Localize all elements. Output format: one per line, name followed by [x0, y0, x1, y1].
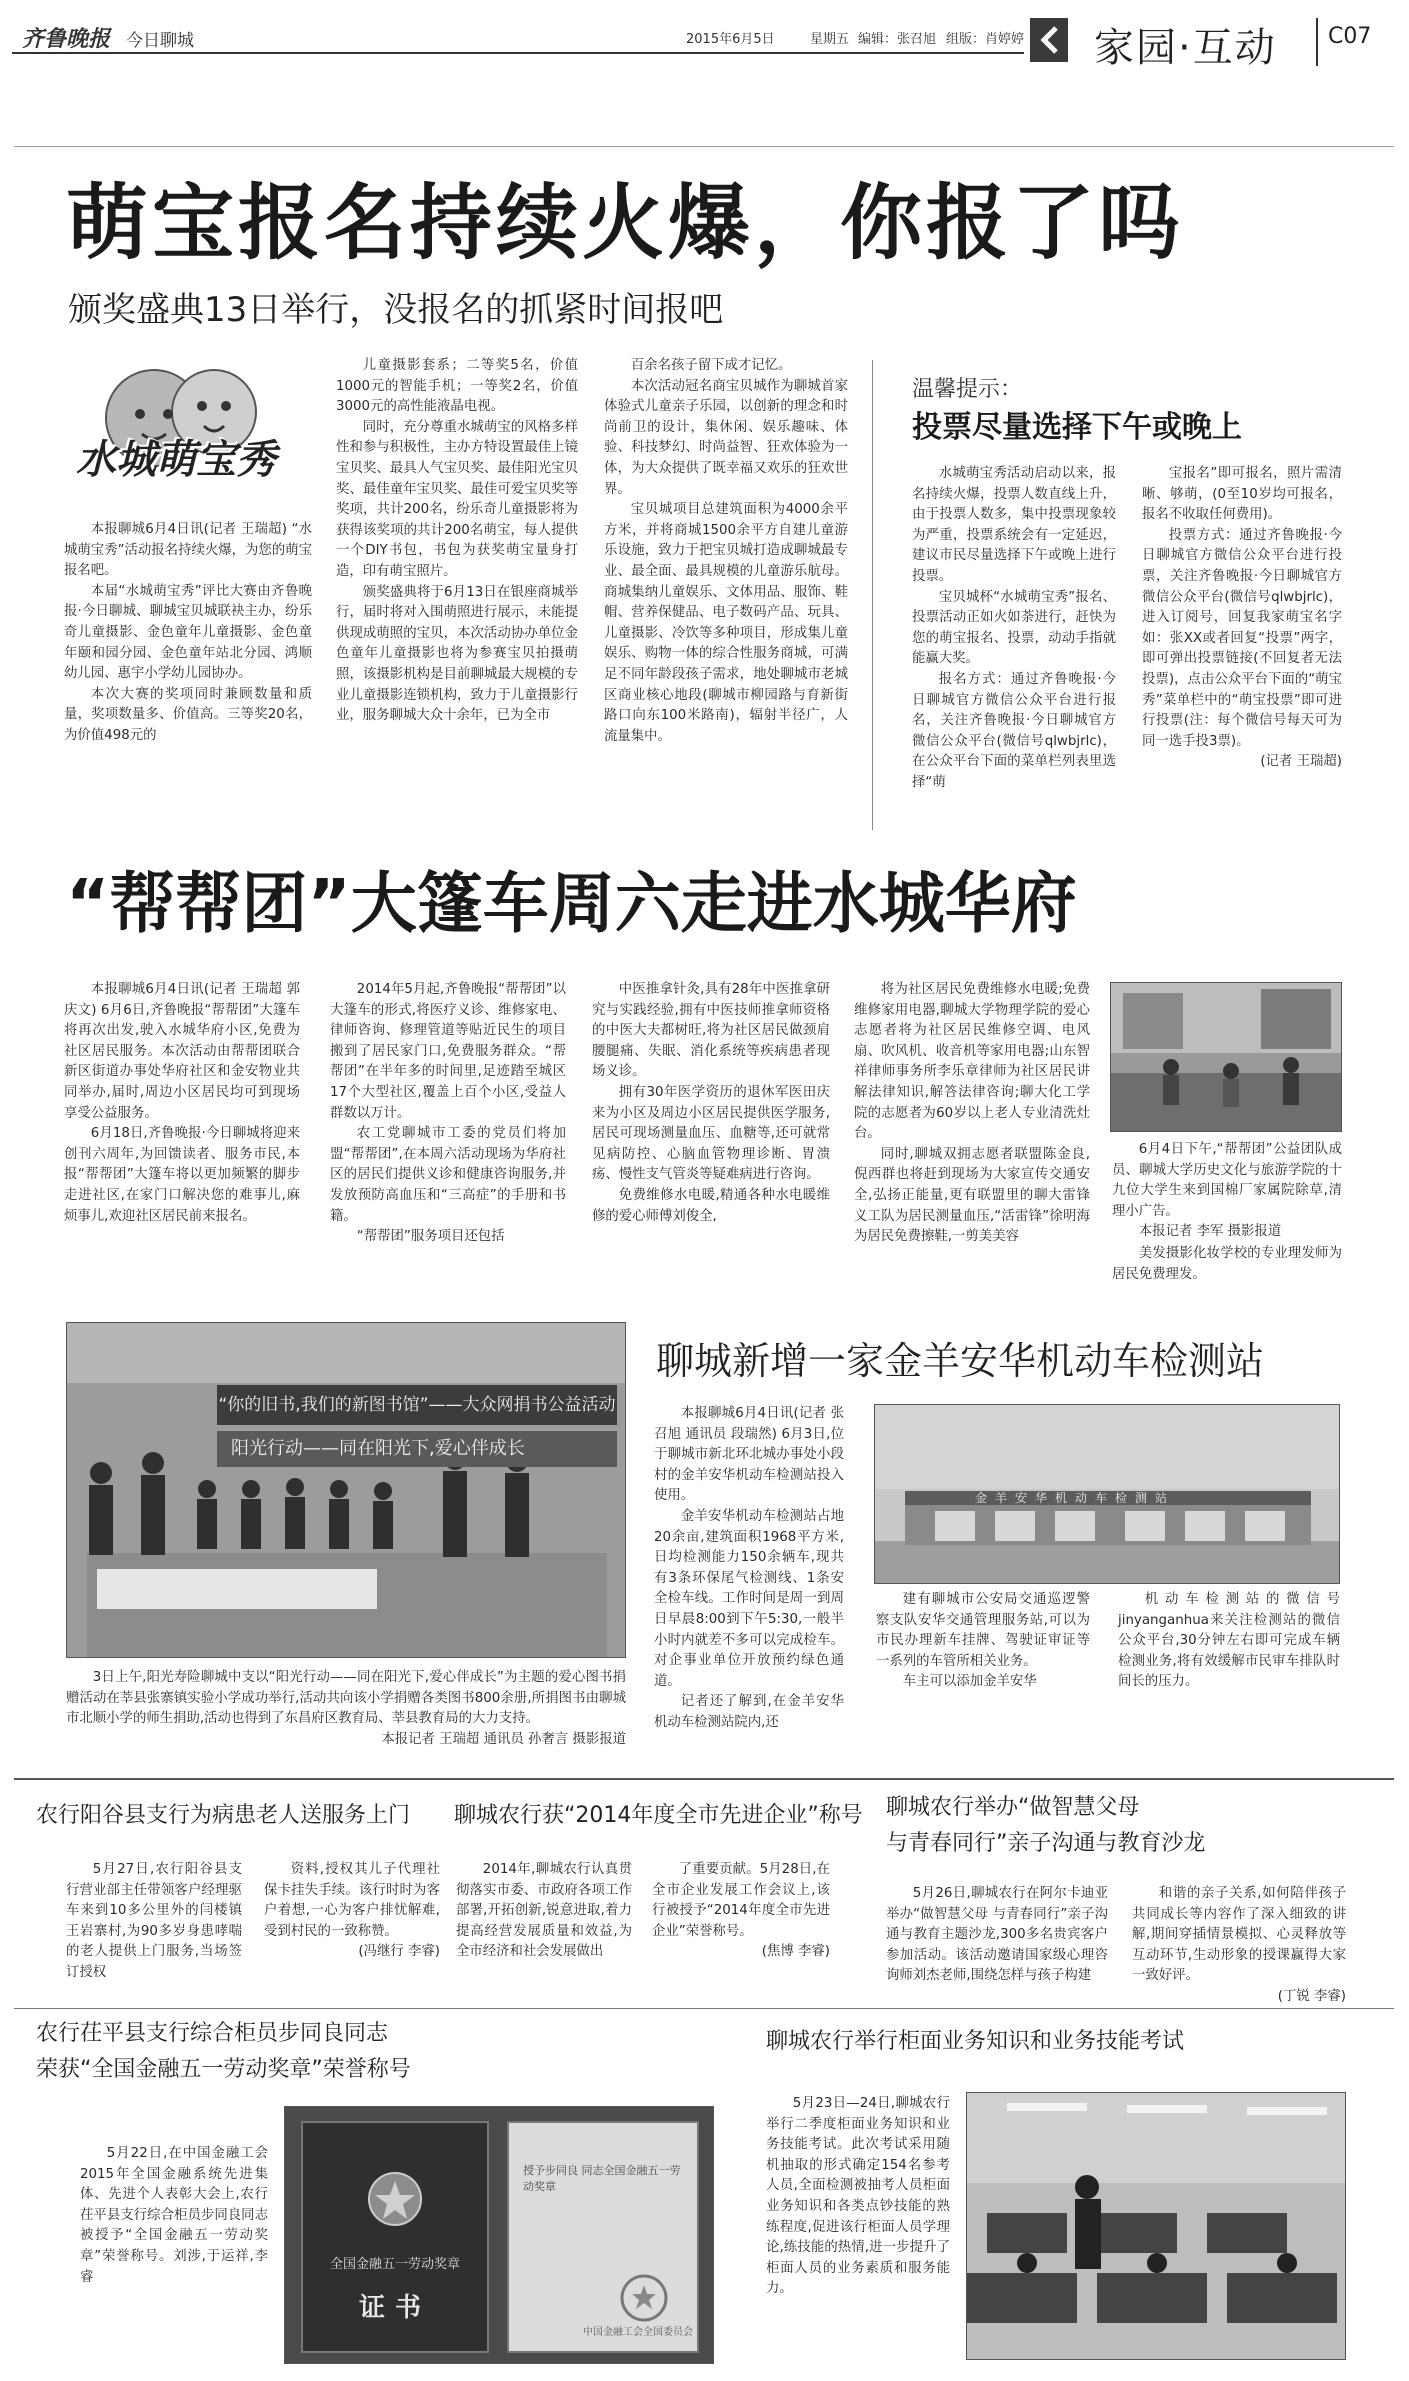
- story2-col3: 中医推拿针灸,具有28年中医推拿研究与实践经验,拥有中医技师推拿师资格的中医大夫都树旺,将为社区居民做颈肩腰腿痛、失眠、消化系统等疾病患者现场义诊。 拥有30年医学资历的退休军医田庆来为小区及周边小区居民提供医学服务,居民可现场测量血压、血糖等,还可就常见病防控、心脑血管物理诊断、胃溃疡、慢性支气管炎等疑难病进行咨询。 免费维修水电暖,精通各种水电暖维修的爱心师傅刘俊全,: [592, 982, 830, 1224]
- masthead-editor: 编辑：张召旭: [858, 32, 937, 47]
- story1-subhead: 颁奖盛典13日举行，没报名的抓紧时间报吧: [68, 290, 724, 330]
- tip-col2: 宝报名”即可报名，照片需清晰、够萌，(0至10岁均可报名，报名不收取任何费用)。 投票方式：通过齐鲁晚报·今日聊城官方微信公众平台进行投票，关注齐鲁晚报·今日聊城官方微信公众平台(微信号qlwbjrlc)，进入订阅号，回复我家萌宝名字如：张XX或者回复“投票”两字，即可弹出投票链接(不回复者无法投票)，点击公众平台下面的“萌宝秀”菜单栏中的“萌宝投票”即可进行投票(注：每个微信号每天可为同一选手投3票)。 (记者 王瑞超): [1142, 464, 1342, 773]
- tip-label: 温馨提示：: [912, 377, 1023, 402]
- certificate-photo: [284, 2106, 714, 2364]
- bank5-text: 5月23日—24日,聊城农行举行二季度柜面业务知识和业务技能考试。此次考试采用随机抽取的形式确定154名参考人员,全面检测被抽考人员柜面业务知识和各类点钞技能的熟练程度,促进该行柜面人员学理论,练技能的热情,进一步提升了柜面人员的业务素质和服务能力。: [766, 2096, 950, 2297]
- masthead-date: 2015年6月5日: [686, 32, 775, 47]
- masthead-page: C07: [1328, 24, 1372, 49]
- certificate-org: 中国金融工会全国委员会: [583, 2327, 693, 2338]
- story2-tail: 美发摄影化妆学校的专业理发师为居民免费理发。: [1112, 1246, 1342, 1282]
- story4-col2: 建有聊城市公安局交通巡逻警察支队安华交通管理服务站,可以为市民办理新车挂牌、驾驶证审证等一系列的车管所相关业务。 车主可以添加金羊安华: [876, 1592, 1090, 1690]
- story1-col1: 本报聊城6月4日讯(记者 王瑞超) “水城萌宝秀”活动报名持续火爆，为您的萌宝报名吧。 本届“水城萌宝秀”评比大赛由齐鲁晚报·今日聊城、聊城宝贝城联袂主办，纷乐奇儿童摄影、金色童年儿童摄影、金色童年颐和园分园、金色童年站北分园、鸿顺幼儿园、惠宇小学幼儿园协办。 本次大赛的奖项同时兼顾数量和质量，奖项数量多、价值高。三等奖20名，为价值498元的: [64, 522, 312, 743]
- bank1-col2: 资料,授权其儿子代理社保卡挂失手续。该行时时为客户着想,一心为客户排忧解难,受到村民的一致称赞。 (冯继行 李睿): [264, 1860, 440, 1963]
- bank2-headline: 聊城农行获“2014年度全市先进企业”称号: [454, 1803, 863, 1828]
- story4-headline: 聊城新增一家金羊安华机动车检测站: [656, 1339, 1265, 1383]
- donation-photo: [66, 1322, 626, 1658]
- exam-room-photo: [966, 2092, 1346, 2360]
- donation-banner-1: “你的旧书,我们的新图书馆”——大众网捐书公益活动: [217, 1385, 617, 1425]
- donation-banner-2: 阳光行动——同在阳光下,爱心伴成长: [217, 1431, 617, 1467]
- top-divider: [14, 146, 1394, 147]
- bank3-headline-1: 聊城农行举办“做智慧父母: [886, 1795, 1140, 1820]
- story1-col2: 儿童摄影套系；二等奖5名，价值1000元的智能手机；一等奖2名，价值3000元的高性能液晶电视。 同时，充分尊重水城萌宝的风格多样性和参与积极性，主办方特设置最佳上镜宝贝奖、最具人气宝贝奖、最佳阳光宝贝奖、最佳童年宝贝奖、最佳可爱宝贝奖等奖项，共计200名，纷乐奇儿童摄影将为获得该奖项的共计200名萌宝，每人提供一个DIY书包，书包为获奖萌宝量身打造，印有萌宝照片。 颁奖盛典将于6月13日在银座商城举行，届时将对入围萌照进行展示，未能提供现成萌照的宝贝，本次活动协办单位金色童年儿童摄影也将为参赛宝贝拍摄萌照，该摄影机构是目前聊城最大规模的专业儿童摄影连锁机构，致力于儿童摄影行业，服务聊城大众十余年，已为全市: [336, 358, 578, 724]
- volunteer-photo: [1110, 982, 1342, 1132]
- story1-logo: [64, 348, 314, 518]
- masthead-rule-right: [1316, 18, 1318, 66]
- certificate-right-page: [507, 2121, 699, 2353]
- masthead-logo: 齐鲁晚报: [22, 26, 111, 52]
- volunteer-photo-byline: 本报记者 李军 摄影报道: [1138, 1224, 1282, 1240]
- bank1-headline: 农行阳谷县支行为病患老人送服务上门: [36, 1803, 411, 1828]
- bank-lower-rule: [14, 2008, 1394, 2009]
- bank2-col1: 2014年,聊城农行认真贯彻落实市委、市政府各项工作部署,开拓创新,锐意进取,着力提高经营发展质量和效益,为全市经济和社会发展做出: [456, 1862, 632, 1960]
- story2-col2: 2014年5月起,齐鲁晚报“帮帮团”以大篷车的形式,将医疗义诊、维修家电、律师咨询、修理管道等贴近民生的项目搬到了居民家门口,免费服务群众。“帮帮团”在半年多的时间里,足迹踏至城区17个大型社区,覆盖上百个小区,受益人群数以万计。 农工党聊城市工委的党员们将加盟“帮帮团”,在本周六活动现场为华府社区的居民们提供义诊和健康咨询服务,并发放预防高血压和“三高症”的手册和书籍。 “帮帮团”服务项目还包括: [330, 982, 566, 1245]
- story1-headline: 萌宝报名持续火爆，你报了吗: [66, 176, 1185, 271]
- bank2-col2: 了重要贡献。5月28日,在全市企业发展工作会议上,该行被授予“2014年度全市先进企业”荣誉称号。 (焦博 李睿): [652, 1860, 830, 1963]
- donation-byline: 本报记者 王瑞超 通讯员 孙奢言 摄影报道: [381, 1731, 626, 1747]
- bank4-headline-2: 荣获“全国金融五一劳动奖章”荣誉称号: [36, 2057, 411, 2082]
- masthead-section: 家园·互动: [1094, 25, 1277, 71]
- masthead: [0, 0, 1409, 80]
- story1-logo-text: 水城萌宝秀: [76, 437, 276, 483]
- station-sign: 金羊安华机动车检测站: [975, 1491, 1176, 1505]
- story4-col1: 本报聊城6月4日讯(记者 张召旭 通讯员 段瑞然) 6月3日,位于聊城市新北环北城办事处小段村的金羊安华机动车检测站投入使用。 金羊安华机动车检测站占地20余亩,建筑面积1968平方米,日均检测能力150余辆车,现共有3条环保尾气检测线、1条安全检车线。工作时间是周一到周日早晨8:00到下午5:30,一般半小时内就差不多可以完成检车。对企事业单位开放预约绿色通道。 记者还了解到,在金羊安华机动车检测站院内,还: [654, 1406, 844, 1730]
- story2-col4: 将为社区居民免费维修水电暖;免费维修家用电器,聊城大学物理学院的爱心志愿者将为社区居民维修空调、电风扇、吹风机、收音机等家用电器;山东智祥律师事务所李乐章律师为社区居民讲解法律知识,解答法律咨询;聊大化工学院的志愿者为60岁以上老人专业清洗灶台。 同时,聊城双拥志愿者联盟陈金良,倪西群也将赶到现场为大家宣传交通安全,弘扬正能量,更有联盟里的聊大雷锋义工队为居民测量血压,“活雷锋”徐明海为居民免费擦鞋,一剪美美容: [854, 982, 1090, 1245]
- tip-headline: 投票尽量选择下午或晚上: [912, 410, 1242, 445]
- medal-icon: [365, 2169, 425, 2229]
- story2-col1: 本报聊城6月4日讯(记者 王瑞超 郭庆文) 6月6日,齐鲁晚报“帮帮团”大篷车将再次出发,驶入水城华府小区,免费为社区居民服务。本次活动由帮帮团联合新区街道办事处华府社区和金安物业共同举办,届时,周边小区居民均可到现场享受公益服务。 6月18日,齐鲁晚报·今日聊城将迎来创刊六周年,为回馈读者、服务市民,本报“帮帮团”大篷车将以更加频繁的脚步走进社区,在家门口解决您的难事儿,麻烦事儿,欢迎社区居民前来报名。: [64, 982, 300, 1224]
- certificate-right-text: 授予步同良 同志全国金融五一劳动奖章: [523, 2164, 681, 2193]
- masthead-section-mark: [1030, 18, 1068, 62]
- seal-icon: [619, 2273, 669, 2323]
- bank-section-rule: [14, 1778, 1394, 1780]
- station-photo: [874, 1404, 1340, 1584]
- masthead-weekday: 星期五: [810, 32, 850, 47]
- bank3-byline: (丁锐 李睿): [1277, 1988, 1346, 2004]
- certificate-word: 证书: [358, 2293, 431, 2323]
- tip-col1: 水城萌宝秀活动启动以来，报名持续火爆，投票人数直线上升，由于投票人数多，集中投票现象较为严重，投票系统会有一定延迟，建议市民尽量选择下午或晚上进行投票。 宝贝城杯“水城萌宝秀”报名、投票活动正如火如荼进行，赶快为您的萌宝报名、投票，动动手指就能赢大奖。 报名方式：通过齐鲁晚报·今日聊城官方微信公众平台进行报名，关注齐鲁晚报·今日聊城官方微信公众平台(微信号qlwbjrlc)，在公众平台下面的菜单栏列表里选择“萌: [912, 466, 1116, 790]
- story2-headline: “帮帮团”大篷车周六走进水城华府: [66, 865, 1077, 942]
- story1-col3: 百余名孩子留下成才记忆。 本次活动冠名商宝贝城作为聊城首家体验式儿童亲子乐园，以创新的理念和时尚前卫的设计，集休闲、娱乐趣味、体验、科技梦幻、时尚益智、狂欢体验为一体，为大众提供了既幸福又欢乐的狂欢世界。 宝贝城项目总建筑面积为4000余平方米，并将商城1500余平方自建儿童游乐设施，致力于把宝贝城打造成聊城最专业、最全面、最具规模的儿童游乐航母。商城集纳儿童娱乐、文体用品、服饰、鞋帽、营养保健品、电子数码产品、玩具、儿童摄影、冷饮等多种项目，形成集儿童娱乐、购物一体的综合性服务商城，可满足不同年龄段孩子需求，地处聊城市老城区商业核心地段(聊城市柳园路与育新街路口向东100米路南)，辐射半径广，人流量集中。: [604, 358, 848, 744]
- story4-col3: 机动车检测站的微信号jinyanganhua来关注检测站的微信公众平台,30分钟左右即可完成车辆检测业务,将有效缓解市民审车排队时间长的压力。: [1118, 1592, 1340, 1690]
- masthead-layout: 组版：肖婷婷: [946, 32, 1025, 47]
- bank4-text: 5月22日,在中国金融工会2015年全国金融系统先进集体、先进个人表彰大会上,农行茌平县支行综合柜员步同良同志被授予“全国金融五一劳动奖章”荣誉称号。刘涉,于运祥,李睿: [80, 2146, 268, 2285]
- bank5-headline: 聊城农行举行柜面业务知识和业务技能考试: [766, 2029, 1185, 2054]
- certificate-title: 全国金融五一劳动奖章: [329, 2257, 460, 2272]
- volunteer-photo-caption: 6月4日下午,“帮帮团”公益团队成员、聊城大学历史文化与旅游学院的十九位大学生来到国棉厂家属院除草,清理小广告。 本报记者 李军 摄影报道: [1112, 1140, 1342, 1243]
- bank1-byline: (冯继行 李睿): [358, 1944, 440, 1960]
- bank3-col1: 5月26日,聊城农行在阿尔卡迪亚举办“做智慧父母 与青春同行”亲子沟通与教育主题沙龙,300多名贵宾客户参加活动。该活动邀请国家级心理咨询师刘杰老师,围绕怎样与孩子构建: [886, 1886, 1108, 1984]
- masthead-edition: 今日聊城: [126, 31, 194, 51]
- tip-byline: (记者 王瑞超): [1260, 754, 1342, 770]
- bank4-headline-1: 农行茌平县支行综合柜员步同良同志: [36, 2021, 389, 2046]
- story1-sidebar-rule: [872, 360, 873, 830]
- donation-caption: 3日上午,阳光寿险聊城中支以“阳光行动——同在阳光下,爱心伴成长”为主题的爱心图书捐赠活动在莘县张寨镇实验小学成功举行,活动共向该小学捐赠各类图书800余册,所捐图书由聊城市北顺小学的师生捐助,活动也得到了东昌府区教育局、莘县教育局的大力支持。 本报记者 王瑞超 通讯员 孙奢言 摄影报道: [66, 1668, 626, 1750]
- bank2-byline: (焦博 李睿): [761, 1944, 830, 1960]
- certificate-left-page: [301, 2121, 489, 2353]
- bank1-col1: 5月27日,农行阳谷县支行营业部主任带领客户经理驱车来到10多公里外的闫楼镇王岩寨村,为90多岁身患哮喘的老人提供上门服务,当场签订授权: [66, 1862, 242, 1980]
- bank3-headline-2: 与青春同行”亲子沟通与教育沙龙: [886, 1831, 1206, 1856]
- bank3-col2: 和谐的亲子关系,如何陪伴孩子共同成长等内容作了深入细致的讲解,期间穿插情景模拟、心灵释放等互动环节,生动形象的授课赢得大家一致好评。 (丁锐 李睿): [1132, 1884, 1346, 2008]
- masthead-rule: [12, 52, 1024, 54]
